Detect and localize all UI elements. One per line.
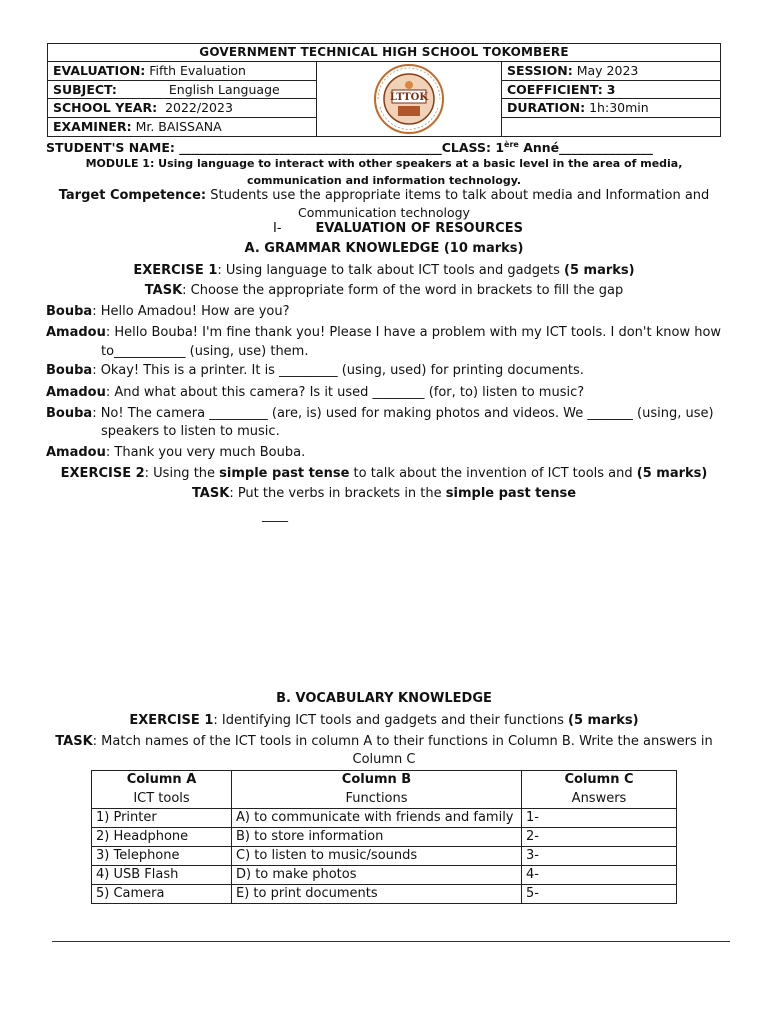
- task-bold: simple past tense: [445, 486, 577, 501]
- match-table: [91, 770, 677, 904]
- section-b-title: B. VOCABULARY KNOWLEDGE: [276, 691, 492, 706]
- table-subheader-row: [92, 790, 677, 809]
- section-a-title: A. GRAMMAR KNOWLEDGE (10 marks): [244, 241, 524, 256]
- competence-text: Students use the appropriate items to talk about media and Information and: [206, 188, 710, 203]
- column-a-subheader: ICT tools: [92, 790, 232, 809]
- coefficient-key: COEFFICIENT:: [507, 81, 603, 97]
- dialogue-line-6: [46, 444, 305, 462]
- coefficient-value: 3: [606, 81, 616, 97]
- exercise-2-label: EXERCISE 2: [60, 466, 145, 481]
- student-line: [46, 136, 653, 157]
- examiner-cell: [48, 118, 316, 137]
- svg-text:LTTOK: LTTOK: [389, 92, 429, 103]
- task-text: : Put the verbs in brackets in the: [229, 486, 446, 501]
- student-name-label: STUDENT'S NAME:: [46, 140, 180, 156]
- exercise-2-heading: [40, 465, 728, 483]
- session-value: May 2023: [576, 63, 639, 78]
- dialogue-line-5: [46, 405, 714, 423]
- function-cell: E) to print documents: [232, 885, 522, 904]
- dialogue-line-2-cont: to___________ (using, use) them.: [101, 344, 309, 359]
- session-cell: [502, 62, 720, 81]
- speaker: Bouba: [46, 363, 93, 378]
- function-cell: A) to communicate with friends and family: [232, 809, 522, 828]
- dialogue-line-5-cont: speakers to listen to music.: [101, 424, 280, 439]
- table-row: [92, 847, 677, 866]
- subject-value: English Language: [168, 81, 280, 97]
- competence-label: Target Competence:: [58, 188, 207, 203]
- subject-key: SUBJECT:: [53, 81, 117, 97]
- vocab-exercise-text: : Identifying ICT tools and gadgets and their functions: [213, 713, 569, 728]
- class-blank[interactable]: _______________: [559, 140, 653, 156]
- answer-cell[interactable]: 1-: [522, 809, 677, 828]
- column-b-subheader: Functions: [232, 790, 522, 809]
- subject-cell: [48, 81, 316, 100]
- section-1-num: I-: [273, 221, 282, 236]
- vocab-task-line-2: Column C: [352, 752, 416, 767]
- table-row: [92, 885, 677, 904]
- evaluation-value: Fifth Evaluation: [149, 63, 246, 78]
- tool-cell: 5) Camera: [92, 885, 232, 904]
- exercise-2-marks: (5 marks): [636, 466, 708, 481]
- vocab-exercise-heading: [40, 712, 728, 730]
- exercise-2-bold: simple past tense: [219, 466, 350, 481]
- tool-cell: 2) Headphone: [92, 828, 232, 847]
- header-table: [47, 43, 721, 137]
- duration-key: DURATION:: [507, 100, 586, 115]
- exercise-2-task: [40, 485, 728, 503]
- dialogue-text: : And what about this camera? Is it used ________ (for, to) listen to music?: [105, 385, 585, 400]
- vocab-exercise-label: EXERCISE 1: [129, 713, 214, 728]
- module-line-2: communication and information technology.: [246, 174, 522, 187]
- exercise-1-marks: (5 marks): [564, 263, 635, 278]
- competence-line-1: [40, 187, 728, 205]
- table-row: [92, 828, 677, 847]
- table-row: [92, 809, 677, 828]
- header-left-column: [48, 62, 317, 136]
- task-label: TASK: [191, 486, 230, 501]
- tool-cell: 4) USB Flash: [92, 866, 232, 885]
- evaluation-cell: [48, 62, 316, 81]
- duration-value: 1h:30min: [589, 100, 649, 115]
- header-right-column: [502, 62, 720, 136]
- vocab-task-line-1: [40, 733, 728, 751]
- function-cell: D) to make photos: [232, 866, 522, 885]
- tool-cell: 1) Printer: [92, 809, 232, 828]
- column-c-subheader: Answers: [522, 790, 677, 809]
- examiner-value: Mr. BAISSANA: [135, 118, 222, 134]
- exercise-2-text-2: to talk about the invention of ICT tools and: [349, 466, 637, 481]
- table-header-row: [92, 771, 677, 790]
- exercise-2-text: : Using the: [144, 466, 220, 481]
- module-line-1: MODULE 1: Using language to interact with other speakers at a basic level in the area of media,: [85, 157, 683, 170]
- class-sup: ère: [504, 140, 519, 149]
- competence-line-2: Communication technology: [298, 205, 470, 220]
- dialogue-line-4: [46, 384, 584, 402]
- column-c-header: Column C: [522, 771, 677, 790]
- dialogue-text: : Hello Bouba! I'm fine thank you! Please I have a problem with my ICT tools. I don't know how: [105, 325, 722, 340]
- dialogue-text: : No! The camera _________ (are, is) used for making photos and videos. We _______ (using, use): [92, 406, 714, 421]
- school-logo-icon: [368, 63, 450, 135]
- speaker: Amadou: [46, 445, 106, 460]
- school-logo: [317, 62, 502, 136]
- school-year-cell: [48, 99, 316, 118]
- column-b-header: Column B: [232, 771, 522, 790]
- dialogue-text: : Thank you very much Bouba.: [105, 445, 306, 460]
- speaker: Amadou: [46, 385, 106, 400]
- exercise-1-label: EXERCISE 1: [133, 263, 218, 278]
- answer-cell[interactable]: 3-: [522, 847, 677, 866]
- exercise-1-heading: [40, 262, 728, 280]
- section-1-heading: [273, 220, 523, 238]
- task-label: TASK: [144, 283, 183, 298]
- class-label: CLASS: 1: [441, 140, 505, 156]
- dialogue-text: : Okay! This is a printer. It is _________ (using, used) for printing documents.: [92, 363, 584, 378]
- answer-cell[interactable]: 2-: [522, 828, 677, 847]
- dialogue-line-3: [46, 362, 584, 380]
- exercise-1-text: : Using language to talk about ICT tools and gadgets: [217, 263, 565, 278]
- answer-cell[interactable]: 4-: [522, 866, 677, 885]
- student-name-blank[interactable]: __________________________________________: [179, 140, 442, 156]
- school-name: GOVERNMENT TECHNICAL HIGH SCHOOL TOKOMBERE: [48, 44, 720, 62]
- empty-cell: [502, 118, 720, 137]
- evaluation-key: EVALUATION:: [53, 63, 146, 78]
- task-text: : Choose the appropriate form of the word in brackets to fill the gap: [182, 283, 624, 298]
- dialogue-line-1: [46, 303, 290, 321]
- column-a-header: Column A: [92, 771, 232, 790]
- school-year-value: 2022/2023: [165, 100, 233, 115]
- table-row: [92, 866, 677, 885]
- function-cell: B) to store information: [232, 828, 522, 847]
- class-rest: Anné: [518, 140, 560, 156]
- school-year-key: SCHOOL YEAR:: [53, 100, 158, 115]
- speaker: Bouba: [46, 406, 93, 421]
- exercise-1-task: [40, 282, 728, 300]
- dialogue-text: : Hello Amadou! How are you?: [92, 304, 290, 319]
- section-1-title: EVALUATION OF RESOURCES: [315, 221, 523, 236]
- answer-cell[interactable]: 5-: [522, 885, 677, 904]
- speaker: Amadou: [46, 325, 106, 340]
- duration-cell: [502, 99, 720, 118]
- vocab-exercise-marks: (5 marks): [568, 713, 639, 728]
- examiner-key: EXAMINER:: [53, 118, 132, 134]
- task-text: : Match names of the ICT tools in column A to their functions in Column B. Write the answers in: [92, 734, 713, 749]
- dialogue-line-2: [46, 324, 721, 342]
- coefficient-cell: [502, 81, 720, 100]
- task-label: TASK: [55, 734, 93, 749]
- exercise-2-blank[interactable]: ____: [262, 508, 288, 523]
- session-key: SESSION:: [507, 63, 573, 78]
- tool-cell: 3) Telephone: [92, 847, 232, 866]
- speaker: Bouba: [46, 304, 93, 319]
- footer-divider: [52, 941, 730, 942]
- function-cell: C) to listen to music/sounds: [232, 847, 522, 866]
